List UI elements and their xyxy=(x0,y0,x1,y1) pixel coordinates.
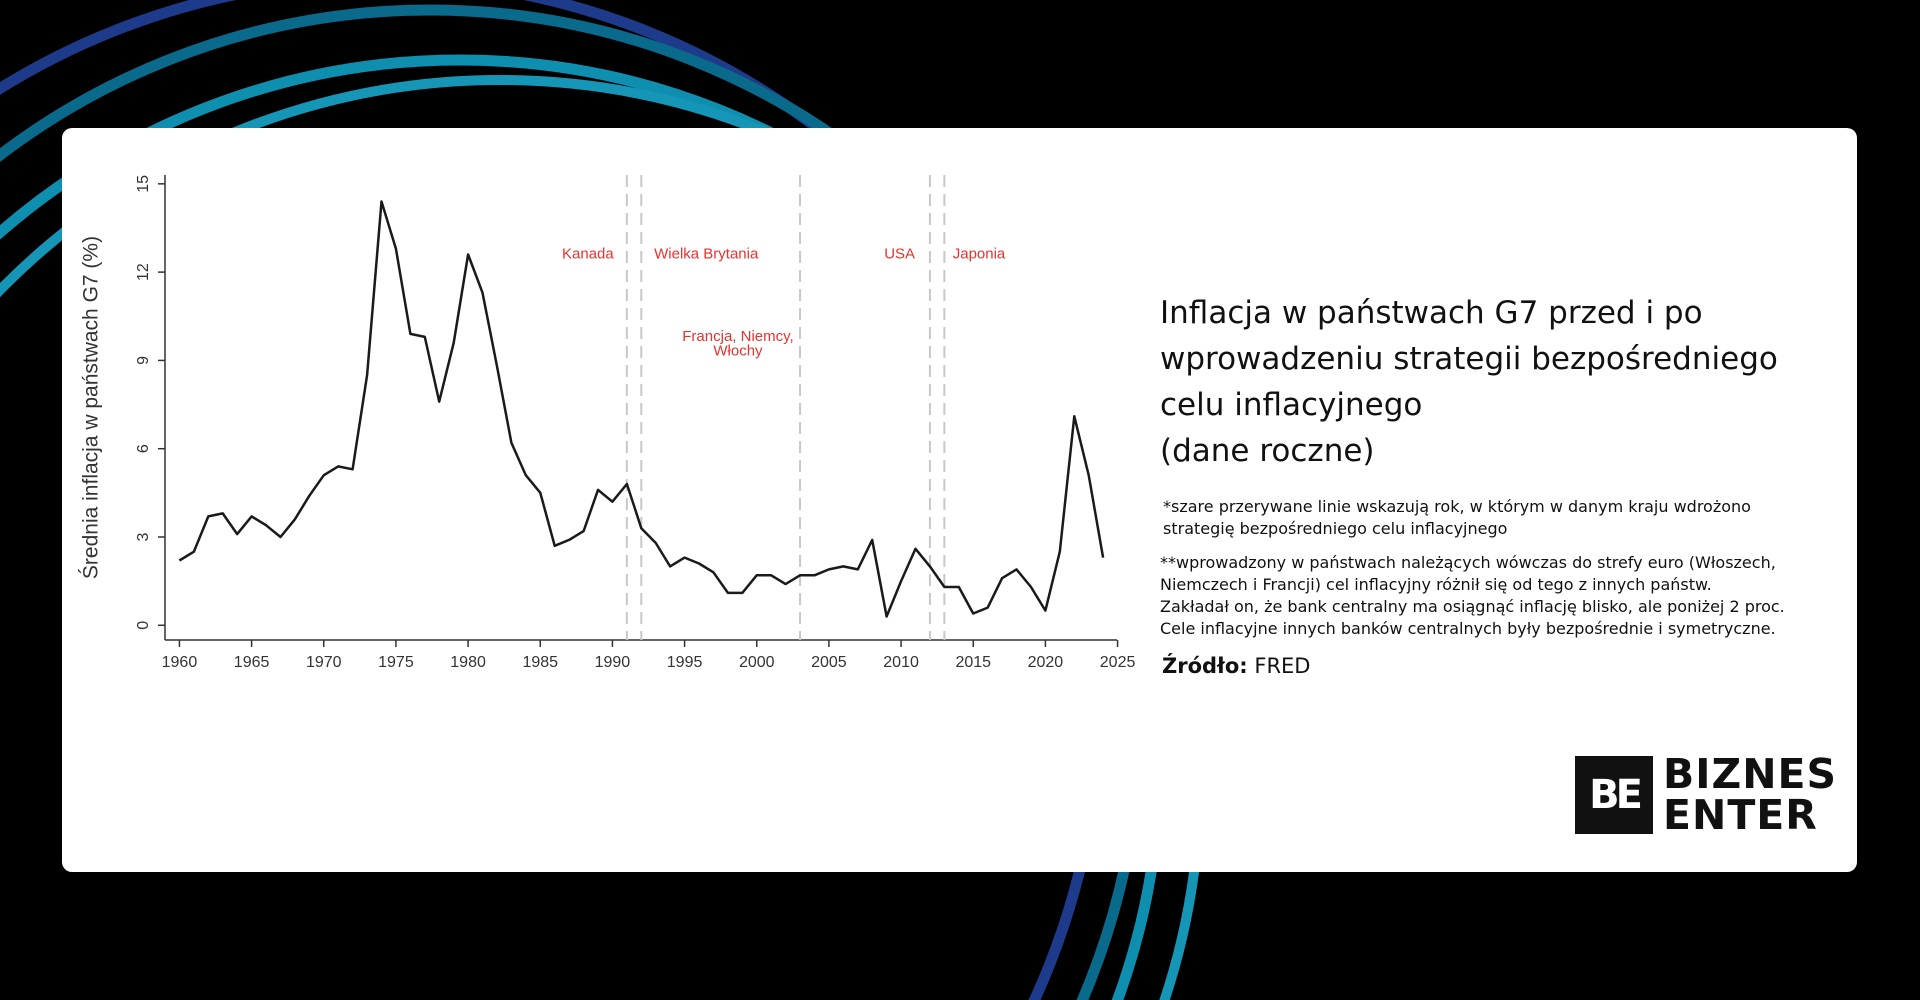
note-line: Cele inflacyjne innych banków centralnych były bezpośrednie i symetryczne. xyxy=(1160,619,1776,638)
y-tick-label: 12 xyxy=(135,263,153,282)
note-line: strategię bezpośredniego celu inflacyjnego xyxy=(1163,519,1508,538)
note-line: Zakładał on, że bank centralny ma osiągnąć inflację blisko, ale poniżej 2 proc. xyxy=(1160,597,1785,616)
x-tick-label: 1980 xyxy=(450,654,486,671)
y-tick-label: 9 xyxy=(135,355,153,365)
x-tick-label: 1965 xyxy=(233,654,270,671)
country-annotation: Włochy xyxy=(713,342,763,360)
x-tick-label: 2010 xyxy=(883,654,919,671)
source-label: Źródło: xyxy=(1162,654,1248,678)
title-line: celu inflacyjnego xyxy=(1160,387,1423,423)
footnote-euro-target xyxy=(1160,552,1820,640)
x-tick-label: 1985 xyxy=(522,654,559,671)
logo-line: ENTER xyxy=(1663,791,1818,839)
country-annotation: Francja, Niemcy, xyxy=(682,327,794,345)
y-tick-label: 6 xyxy=(135,444,153,454)
y-tick-label: 0 xyxy=(135,620,153,630)
logo-mark: BE xyxy=(1575,756,1653,834)
logo-line: BIZNES xyxy=(1663,750,1838,798)
source-line xyxy=(1160,654,1820,678)
title-line: (dane roczne) xyxy=(1160,433,1375,469)
x-tick-label: 2015 xyxy=(955,654,992,671)
x-tick-label: 1975 xyxy=(378,654,414,671)
y-tick-label: 15 xyxy=(135,174,153,193)
country-annotation: Wielka Brytania xyxy=(654,245,759,263)
info-panel xyxy=(1160,290,1820,678)
footnote-dashed-lines xyxy=(1160,496,1820,540)
logo-wordmark xyxy=(1663,750,1863,839)
note-line: *szare przerywane linie wskazują rok, w którym w danym kraju wdrożono xyxy=(1163,497,1751,516)
source-value: FRED xyxy=(1254,654,1311,678)
chart-title xyxy=(1160,290,1820,474)
country-annotation: Kanada xyxy=(562,245,614,263)
x-tick-label: 2025 xyxy=(1099,654,1136,671)
inflation-chart xyxy=(62,128,1136,872)
country-annotation: USA xyxy=(884,245,916,263)
title-line: wprowadzeniu strategii bezpośredniego xyxy=(1160,341,1778,377)
y-tick-label: 3 xyxy=(135,532,153,542)
x-tick-label: 2020 xyxy=(1027,654,1064,671)
x-tick-label: 2005 xyxy=(811,654,847,671)
x-tick-label: 1990 xyxy=(594,654,631,671)
x-tick-label: 1970 xyxy=(305,654,342,671)
content-card xyxy=(62,128,1857,872)
note-line: **wprowadzony w państwach należących wówczas do strefy euro (Włoszech, xyxy=(1160,553,1776,572)
note-line: Niemczech i Francji) cel inflacyjny różnił się od tego z innych państw. xyxy=(1160,575,1712,594)
x-tick-label: 2000 xyxy=(738,654,775,671)
title-line: Inflacja w państwach G7 przed i po xyxy=(1160,295,1703,331)
x-tick-label: 1995 xyxy=(666,654,703,671)
x-tick-label: 1960 xyxy=(161,654,198,671)
country-annotation: Japonia xyxy=(952,245,1006,263)
y-axis-label: Średnia inflacja w państwach G7 (%) xyxy=(79,235,103,580)
